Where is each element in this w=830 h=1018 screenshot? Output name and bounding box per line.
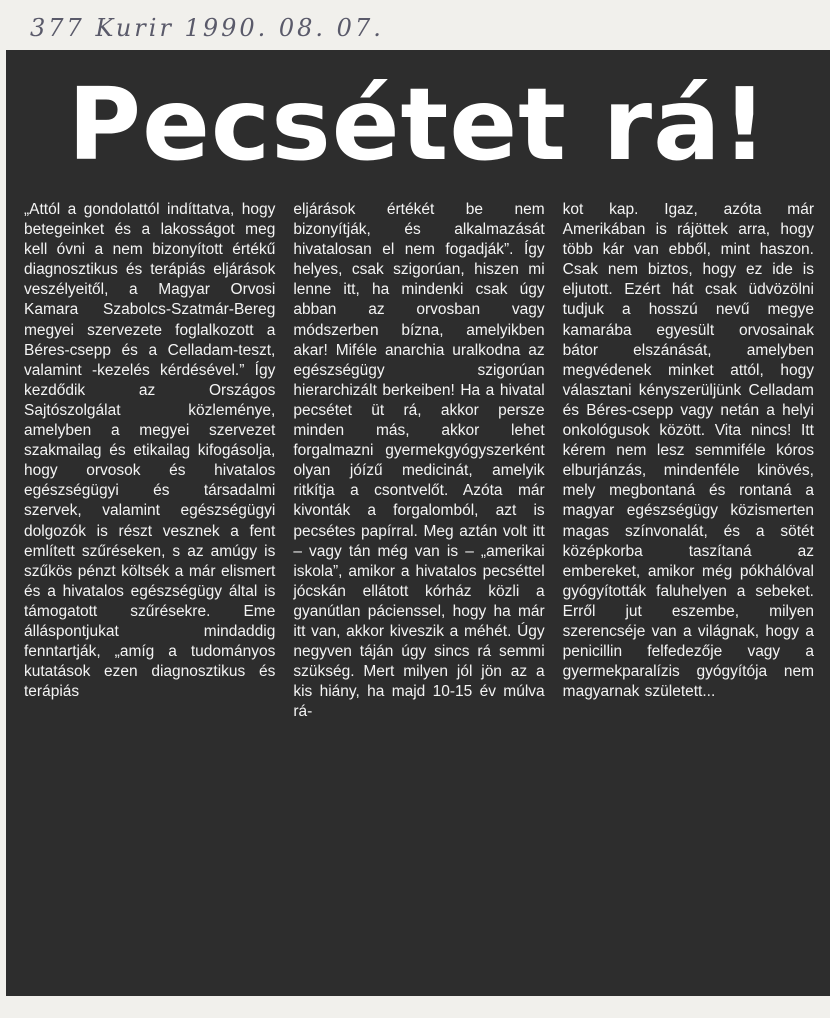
article-body: [24, 200, 814, 980]
article-column-1: „Attól a gondolattól indíttatva, hogy betegeinket és a lakosságot meg kell óvni a nem bizonyított értékű diagnosztikus és terápiás eljárások veszélyeitől, a Magyar Orvosi Kamara Szabolcs-Szatmár-Bereg megyei szervezete foglalkozott a Béres-csepp és a Celladam-teszt, valamint -kezelés kérdésével.” Így kezdődik az Országos Sajtószolgálat közleménye, amelyben a megyei szervezet szakmailag és etikailag kifogásolja, hogy orvosok és hivatalos egészségügyi és társadalmi szervek, valamint egészségügyi dolgozók is részt vesznek a fent említett szűréseken, s az amúgy is szűkös pénzt költsék a már elismert és a hivatalos egészségügy által is támogatott szűrésekre. Eme álláspontjukat mindaddig fenntartják, „amíg a tudományos kutatások ezen diagnosztikus és terápiás: [24, 201, 276, 701]
article-column-3: kot kap. Igaz, azóta már Amerikában is rájöttek arra, hogy több kár van ebből, mint haszon. Csak nem biztos, hogy ez ide is eljutott. Ezért hát csak üdvözölni tudjuk a hosszú nevű megye kamarába egyesült orvosainak bátor elszánását, amelyben megvédenek minket attól, hogy választani kényszerüljünk Celladam és Béres-csepp vagy netán a helyi onkológusok között. Vita nincs! Itt kérem nem lesz semmiféle kóros elburjánzás, mindenféle kinövés, mely megbontaná és rontaná a magyar egészségügy közismerten magas színvonalát, és a sötét középkorba taszítaná az embereket, amikor még pókhálóval gyógyították faluhelyen a sebeket. Erről jut eszembe, milyen szerencséje van a világnak, hogy a penicillin felfedezője vagy a gyermekparalízis gyógyítója nem magyarnak született...: [562, 201, 814, 701]
article-headline: Pecsétet rá!: [67, 66, 769, 183]
article-column-2: eljárások értékét be nem bizonyítják, és alkalmazását hivatalosan el nem fogadják”. Így helyes, csak szigorúan, hiszen mi lenne itt, ha mindenki csak úgy abban az orvosban vagy módszerben bízna, amelyikben akar! Miféle anarchia uralkodna az egészségügy szigorúan hierarchizált berkeiben! Ha a hivatal pecsétet üt rá, akkor persze minden más, akkor lehet forgalmazni gyermekgyógyszerként olyan jóízű medicinát, amelyik ritkítja a csontvelőt. Azóta már kivonták a forgalomból, azt is pecsétes papírral. Meg aztán volt itt – vagy tán még van is – „amerikai iskola”, amikor a hivatalos pecséttel jócskán ellátott kórház közli a gyanútlan pácienssel, hogy ha már itt van, akkor kiveszik a méhét. Úgy negyven táján úgy sincs rá semmi szükség. Mert milyen jól jön az a kis hiány, ha majd 10-15 év múlva rá-: [293, 201, 545, 721]
handwritten-source-note: 377 Kurir 1990. 08. 07.: [30, 14, 384, 42]
